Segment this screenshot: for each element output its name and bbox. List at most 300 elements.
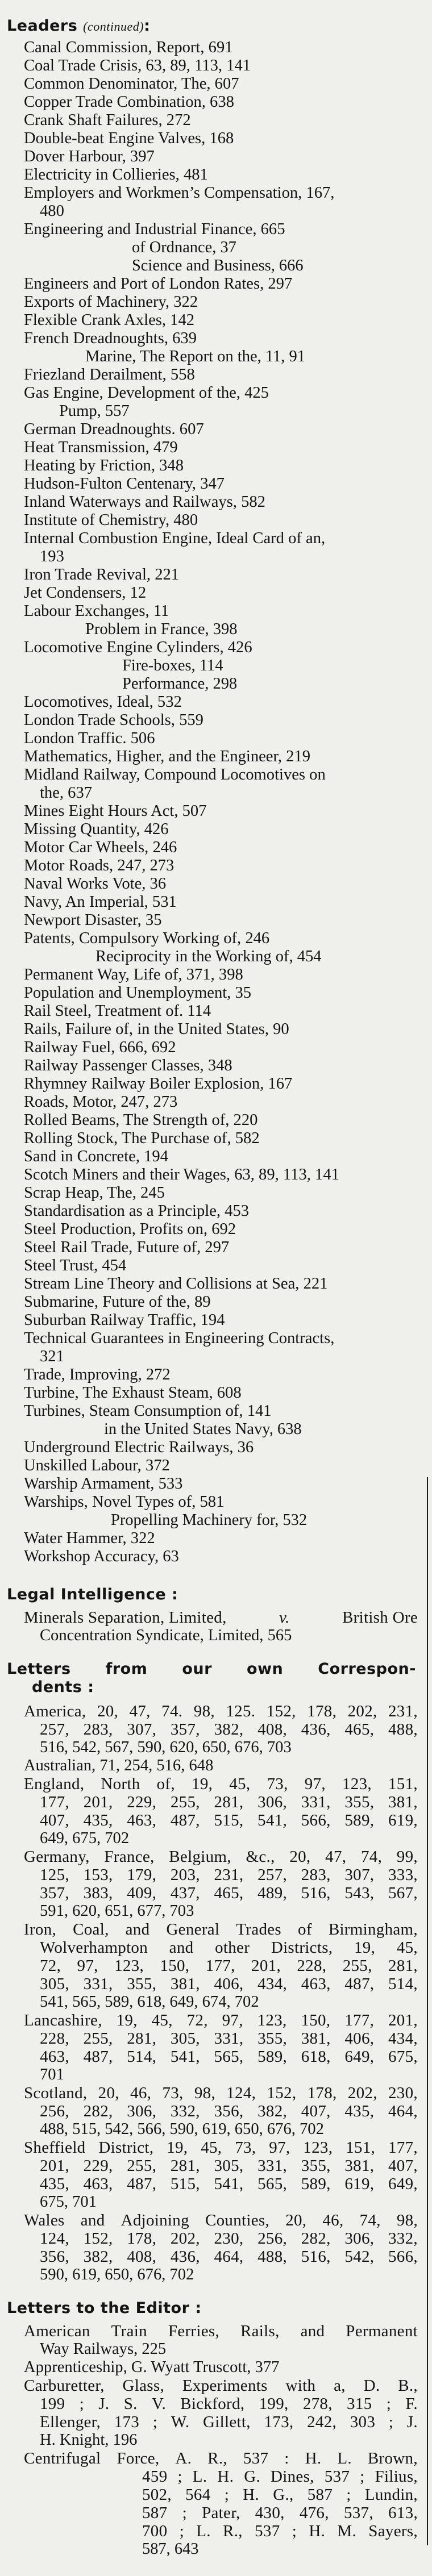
index-entry: Underground Electric Railways, 36 <box>24 1439 254 1456</box>
word: : <box>284 2449 289 2467</box>
word: 541, <box>170 2048 200 2066</box>
index-entry <box>0 1920 423 2011</box>
index-entry: Internal Combustion Engine, Ideal Card of an, <box>24 530 326 547</box>
word: Sheffield <box>24 2139 86 2157</box>
index-entry: Standardisation as a Principle, 453 <box>24 1202 250 1220</box>
index-entry <box>0 2322 423 2358</box>
word: of, <box>156 1775 175 1793</box>
index-entry: Mathematics, Higher, and the Engineer, 219 <box>24 748 311 765</box>
word: 437, <box>170 1884 200 1902</box>
word: 675, <box>388 2048 418 2066</box>
index-subentry: Problem in France, 398 <box>85 620 238 638</box>
entry-continuation-line <box>0 2467 418 2486</box>
entry-continuation-line: 701 <box>40 2066 64 2083</box>
word: Germany, <box>24 1848 90 1866</box>
word: Scotland, <box>24 2084 88 2102</box>
word: Train <box>111 2322 147 2340</box>
word: L. <box>192 2467 207 2486</box>
word: 281, <box>214 1793 244 1811</box>
word: 152, <box>266 1702 296 1720</box>
index-entry <box>0 2139 423 2211</box>
index-subentry: of Ordnance, 37 <box>132 239 236 256</box>
word: &c., <box>246 1848 275 1866</box>
word: 307, <box>127 1720 157 1739</box>
word: Iron, <box>24 1920 57 1939</box>
word: 435, <box>344 2102 375 2120</box>
heading-word: Correspon- <box>318 1660 416 1678</box>
index-entry: Common Denominator, The, 607 <box>24 75 239 93</box>
word: 463, <box>40 2048 69 2066</box>
word: 257, <box>40 1720 69 1739</box>
word: 436, <box>301 1720 331 1739</box>
word: ; <box>182 2504 187 2522</box>
word: 230, <box>214 2229 244 2248</box>
word: 283, <box>83 1720 113 1739</box>
index-entry: Railway Passenger Classes, 348 <box>24 1057 232 1074</box>
word: 409, <box>127 1884 157 1902</box>
entry-continuation-line <box>0 1866 418 1884</box>
index-entry: Locomotives, Ideal, 532 <box>24 693 182 711</box>
word: H. <box>305 2449 322 2467</box>
index-entry <box>0 1702 423 1757</box>
entry-continuation-line <box>0 2395 418 2413</box>
word: 152, <box>267 2084 297 2102</box>
index-entry: Exports of Machinery, 322 <box>24 293 198 311</box>
word: 47, <box>129 1702 151 1720</box>
word: 201, <box>388 2011 418 2029</box>
entry-continuation-line: 488, 515, 542, 566, 590, 619, 650, 676, 702 <box>40 2120 324 2138</box>
word: 150, <box>301 2011 331 2029</box>
entry-continuation-line <box>0 2413 418 2431</box>
index-subentry: Marine, The Report on the, 11, 91 <box>85 348 306 365</box>
word: 74. <box>161 1702 183 1720</box>
word: G., <box>273 2486 294 2504</box>
index-entry <box>0 2011 423 2084</box>
index-entry: Heat Transmission, 479 <box>24 439 178 456</box>
index-entry: Jet Condensers, 12 <box>24 584 147 602</box>
index-entry: Friezland Derailment, 558 <box>24 366 195 384</box>
editor-list <box>0 2322 423 2558</box>
word: 463, <box>301 1975 331 1993</box>
word: 74, <box>360 1848 383 1866</box>
word: 476, <box>299 2504 329 2522</box>
word: ; <box>292 2522 297 2540</box>
word: 282, <box>83 2102 113 2120</box>
word: 255, <box>342 1957 372 1975</box>
word: 356, <box>40 2248 69 2266</box>
entry-continuation-line <box>0 2522 418 2540</box>
word: other <box>215 1939 250 1957</box>
word: 256, <box>257 2229 288 2248</box>
index-entry: Heating by Friction, 348 <box>24 457 184 474</box>
word: 357, <box>170 1720 200 1739</box>
word: 303 <box>350 2413 376 2431</box>
index-entry-continuation: 193 <box>40 548 64 565</box>
index-entry: Employers and Workmen’s Compensation, 167, <box>24 184 335 202</box>
word: Trades <box>236 1920 282 1939</box>
word: 173 <box>114 2413 140 2431</box>
word: 514, <box>388 1975 418 1993</box>
word: ; <box>346 2486 351 2504</box>
index-entry: Steel Rail Trade, Future of, 297 <box>24 1239 230 1256</box>
index-entry <box>0 2377 423 2449</box>
word: 487, <box>344 1975 375 1993</box>
word: B., <box>398 2377 418 2395</box>
word: 45, <box>151 2011 173 2029</box>
word: England, <box>24 1775 85 1793</box>
word: 199 <box>40 2395 65 2413</box>
word: 98, <box>396 2211 418 2229</box>
word: 332, <box>388 2229 418 2248</box>
word: 613, <box>388 2504 418 2522</box>
word: 229, <box>83 2157 113 2175</box>
word: Ellenger, <box>40 2413 101 2431</box>
word: 46, <box>130 2084 152 2102</box>
entry-continuation-line <box>0 2029 418 2048</box>
index-subentry: in the United States Navy, 638 <box>104 1420 302 1438</box>
index-entry: Permanent Way, Life of, 371, 398 <box>24 966 243 983</box>
word: 97, <box>222 2011 243 2029</box>
word: 566, <box>388 2248 418 2266</box>
word: 306, <box>344 2229 375 2248</box>
word: Lundin, <box>364 2486 418 2504</box>
word: 150, <box>160 1957 190 1975</box>
entry-line <box>0 2449 418 2467</box>
index-entry: Crank Shaft Failures, 272 <box>24 111 191 129</box>
index-entry: Submarine, Future of the, 89 <box>24 1293 211 1311</box>
word: 306, <box>127 2102 157 2120</box>
word: F. <box>405 2395 418 2413</box>
entry-continuation-line: 675, 701 <box>40 2193 97 2211</box>
word: H. <box>217 2467 234 2486</box>
entry-continuation-line <box>0 2157 418 2175</box>
index-subentry: Pump, 557 <box>59 402 130 420</box>
index-entry: Dover Harbour, 397 <box>24 148 155 165</box>
word: 228, <box>40 2029 69 2048</box>
word: 464, <box>388 2102 418 2120</box>
index-entry: Technical Guarantees in Engineering Contracts, <box>24 1329 335 1347</box>
word: 587 <box>307 2486 333 2504</box>
word: ; <box>224 2486 230 2504</box>
word: 125, <box>40 1866 69 1884</box>
word: Gillett, <box>203 2413 251 2431</box>
word: 435, <box>83 1811 113 1829</box>
entry-continuation-line <box>0 2248 418 2266</box>
heading-word: from <box>105 1660 148 1678</box>
entry-continuation-line <box>0 2102 418 2120</box>
entry-continuation-line <box>0 1720 418 1739</box>
word: 45, <box>201 2139 222 2157</box>
word: ; <box>79 2395 85 2413</box>
word: 153, <box>83 1866 113 1884</box>
index-entry <box>0 1848 423 1920</box>
word: 649, <box>388 2175 418 2193</box>
word: 72, <box>40 1957 61 1975</box>
word: 355, <box>127 1975 157 1993</box>
index-entry: Trade, Improving, 272 <box>24 1366 171 1383</box>
index-entry <box>0 2211 423 2284</box>
index-entry: Institute of Chemistry, 480 <box>24 511 198 529</box>
index-entry <box>0 2084 423 2139</box>
entry-line <box>0 2084 418 2102</box>
word: a, <box>334 2377 346 2395</box>
entry-continuation-line: 516, 542, 567, 590, 620, 650, 676, 703 <box>40 1739 292 1756</box>
index-entry: Water Hammer, 322 <box>24 1529 155 1547</box>
section-heading-continuation: dents : <box>32 1678 94 1696</box>
word: 306, <box>257 1793 288 1811</box>
entry-continuation-line: 649, 675, 702 <box>40 1829 130 1847</box>
index-entry: Engineers and Port of London Rates, 297 <box>24 275 293 293</box>
word: 565, <box>214 2048 244 2066</box>
index-entry: Workshop Accuracy, 63 <box>24 1548 179 1565</box>
word: 537 <box>255 2522 280 2540</box>
entry-line <box>0 2211 418 2229</box>
word: Dines, <box>271 2467 314 2486</box>
index-entry <box>0 1608 418 1627</box>
index-entry: Motor Roads, 247, 273 <box>24 857 175 874</box>
index-entry: Inland Waterways and Railways, 582 <box>24 493 265 511</box>
word: 502, <box>142 2486 172 2504</box>
index-entry: Scotch Miners and their Wages, 63, 89, 113, 141 <box>24 1166 339 1183</box>
word: 537 <box>324 2467 350 2486</box>
word: M. <box>337 2522 357 2540</box>
word: L. <box>337 2449 352 2467</box>
word: 307, <box>344 1866 375 1884</box>
index-entry: Motor Car Wheels, 246 <box>24 839 177 856</box>
word: America, <box>24 1702 86 1720</box>
entry-line <box>0 2139 418 2157</box>
word: 281, <box>388 1957 418 1975</box>
index-entry-continuation: 321 <box>40 1348 64 1365</box>
word: 619, <box>388 1811 418 1829</box>
word: 231, <box>214 1866 244 1884</box>
word: General <box>166 1920 220 1939</box>
index-entry: Rails, Failure of, in the United States, 90 <box>24 1020 289 1038</box>
entry-continuation-line: 587, 643 <box>142 2540 199 2558</box>
word: 649, <box>344 2048 375 2066</box>
word: D. <box>363 2377 380 2395</box>
word: 487, <box>83 2048 113 2066</box>
word: 19, <box>192 1775 213 1793</box>
word: 305, <box>40 1975 69 1993</box>
word: 124, <box>226 2084 256 2102</box>
index-entry: Missing Quantity, 426 <box>24 820 169 838</box>
index-entry: Rhymney Railway Boiler Explosion, 167 <box>24 1075 293 1093</box>
index-entry: Sand in Concrete, 194 <box>24 1148 168 1165</box>
section-heading <box>0 17 423 35</box>
word: 408, <box>257 1720 288 1739</box>
entry-continuation-line: 541, 565, 589, 618, 649, 674, 702 <box>40 1993 259 2011</box>
word: 199, <box>259 2395 289 2413</box>
word: 99, <box>396 1848 418 1866</box>
word: 435, <box>40 2175 69 2193</box>
word: 408, <box>127 2248 157 2266</box>
index-entry: Flexible Crank Axles, 142 <box>24 311 195 329</box>
word: 123, <box>342 1775 372 1793</box>
word: 231, <box>388 1702 418 1720</box>
entry-continuation-line <box>0 2175 418 2193</box>
index-entry: Gas Engine, Development of the, 425 <box>24 384 269 402</box>
word: Permanent <box>346 2322 418 2340</box>
word: 434, <box>257 1975 288 1993</box>
index-entry: Electricity in Collieries, 481 <box>24 166 208 184</box>
word: 178, <box>127 2229 157 2248</box>
index-entry: Hudson-Fulton Centenary, 347 <box>24 475 225 493</box>
word: 434, <box>388 2029 418 2048</box>
word: 618, <box>301 2048 331 2066</box>
word: 123, <box>114 1957 144 1975</box>
word: ; <box>388 2413 394 2431</box>
entry-text: British Ore <box>342 1608 418 1627</box>
word: 124, <box>40 2229 69 2248</box>
index-subentry: Reciprocity in the Working of, 454 <box>95 948 322 965</box>
index-entry: Locomotive Engine Cylinders, 426 <box>24 639 252 656</box>
index-entry: Steel Production, Profits on, 692 <box>24 1220 236 1238</box>
word: 151, <box>388 1775 418 1793</box>
word: 72, <box>186 2011 208 2029</box>
index-entry: Double-beat Engine Valves, 168 <box>24 130 234 147</box>
section-letters-editor <box>0 2299 423 2558</box>
index-entry: London Trade Schools, 559 <box>24 711 203 729</box>
word: 255, <box>170 1793 200 1811</box>
word: 516, <box>301 2248 331 2266</box>
word: North <box>101 1775 140 1793</box>
word: 488, <box>257 2248 288 2266</box>
entry-continuation-line <box>0 1884 418 1902</box>
index-entry: Midland Railway, Compound Locomotives on <box>24 766 326 783</box>
heading-continued: (continued) <box>83 19 144 34</box>
word: 281, <box>170 2157 200 2175</box>
word: Filius, <box>375 2467 418 2486</box>
word: Birmingham, <box>328 1920 418 1939</box>
word: Sayers, <box>368 2522 418 2540</box>
entry-continuation-line: Way Railways, 225 <box>40 2340 167 2358</box>
word: 487, <box>127 2175 157 2193</box>
word: A. <box>175 2449 192 2467</box>
column-rule <box>427 1477 428 2545</box>
word: 331, <box>301 1793 331 1811</box>
word: of <box>298 1920 312 1939</box>
word: 73, <box>162 2084 184 2102</box>
index-entry: Turbine, The Exhaust Steam, 608 <box>24 1384 242 1402</box>
word: 331, <box>83 1975 113 1993</box>
word: 73, <box>235 2139 256 2157</box>
word: France, <box>104 1848 155 1866</box>
index-entry: Scrap Heap, The, 245 <box>24 1184 165 1202</box>
entry-line <box>0 1702 418 1720</box>
index-entry: Warships, Novel Types of, 581 <box>24 1493 225 1511</box>
word: Pater, <box>202 2504 240 2522</box>
word: Experiments <box>182 2377 268 2395</box>
section-heading <box>0 1660 416 1678</box>
word: Belgium, <box>169 1848 231 1866</box>
word: 281, <box>127 2029 157 2048</box>
entry-line <box>0 2011 418 2029</box>
word: 98, <box>194 2084 215 2102</box>
word: ; <box>177 2467 182 2486</box>
word: 541, <box>214 2175 244 2193</box>
word: 45, <box>396 1939 418 1957</box>
word: 97, <box>269 2139 290 2157</box>
word: R., <box>207 2449 227 2467</box>
word: 229, <box>127 1793 157 1811</box>
word: G. <box>244 2467 260 2486</box>
word: 382, <box>257 2102 288 2120</box>
word: and <box>125 1920 150 1939</box>
word: with <box>285 2377 316 2395</box>
word: 589, <box>344 1811 375 1829</box>
word: 463, <box>83 2175 113 2193</box>
entry-continuation-line <box>0 1793 418 1811</box>
word: 537, <box>343 2504 373 2522</box>
index-entry: Iron Trade Revival, 221 <box>24 566 180 583</box>
word: 152, <box>83 2229 113 2248</box>
word: H. <box>243 2486 260 2504</box>
word: V. <box>151 2395 167 2413</box>
word: 514, <box>127 2048 157 2066</box>
word: 20, <box>98 2084 119 2102</box>
word: Wales <box>24 2211 65 2229</box>
word: 173, <box>264 2413 294 2431</box>
word: 564 <box>185 2486 211 2504</box>
heading-word: our <box>182 1660 212 1678</box>
word: 541, <box>257 1811 288 1829</box>
word: Glass, <box>122 2377 165 2395</box>
word: L. <box>196 2522 211 2540</box>
entry-text: Minerals Separation, Limited, <box>24 1608 227 1627</box>
word: 178, <box>307 1702 337 1720</box>
word: 179, <box>127 1866 157 1884</box>
word: H. <box>309 2522 326 2540</box>
word: R., <box>223 2522 243 2540</box>
word: 465, <box>344 1720 375 1739</box>
word: 333, <box>388 1866 418 1884</box>
word: Brown, <box>367 2449 418 2467</box>
word: 228, <box>297 1957 327 1975</box>
word: and <box>80 2211 105 2229</box>
word: District, <box>98 2139 154 2157</box>
word: 46, <box>322 2211 344 2229</box>
word: 406, <box>214 1975 244 1993</box>
word: 151, <box>346 2139 376 2157</box>
word: 382, <box>214 1720 244 1739</box>
word: Force, <box>117 2449 160 2467</box>
entry-line <box>0 1775 418 1793</box>
word: 566, <box>301 1811 331 1829</box>
word: 542, <box>344 2248 375 2266</box>
entry-line: Apprenticeship, G. Wyatt Truscott, 377 <box>24 2358 280 2376</box>
index-entry: Population and Unemployment, 35 <box>24 984 252 1002</box>
word: 315 <box>347 2395 372 2413</box>
word: 98, <box>193 1702 215 1720</box>
entry-continuation-line <box>0 2486 418 2504</box>
entry-continuation-line: H. Knight, 196 <box>40 2431 138 2449</box>
word: 178, <box>307 2084 337 2102</box>
index-entry-continuation: the, 637 <box>40 784 93 802</box>
index-entry: Warship Armament, 533 <box>24 1475 183 1493</box>
index-entry: French Dreadnoughts, 639 <box>24 330 197 347</box>
word: J. <box>406 2413 418 2431</box>
index-entry: Stream Line Theory and Collisions at Sea, 221 <box>24 1275 328 1293</box>
word: 202, <box>170 2229 200 2248</box>
entry-continuation-line <box>0 1939 418 1957</box>
index-subentry: Performance, 298 <box>122 675 238 693</box>
word: 381, <box>388 1793 418 1811</box>
word: 463, <box>127 1811 157 1829</box>
heading-text: Leaders <box>7 17 78 35</box>
index-entry: Steel Trust, 454 <box>24 1257 127 1274</box>
word: 383, <box>83 1884 113 1902</box>
